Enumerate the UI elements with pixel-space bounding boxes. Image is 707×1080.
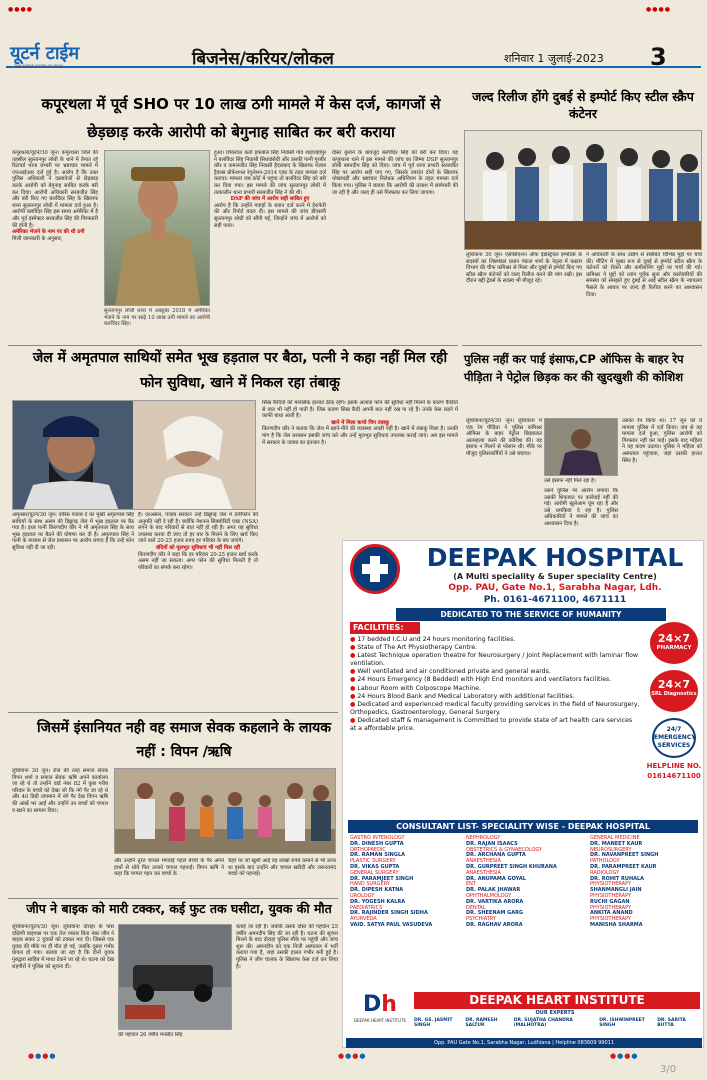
facility-item: ● 17 bedded I.C.U and 24 hours monitoring facilities. (350, 636, 640, 644)
corner-dots-top-left: ●●●● (8, 6, 33, 13)
article1-col3 (214, 150, 326, 342)
article5-col3: चेहरे पर जो खुशी आई वह लाखों रुपये कमाने से भी ऊपर था इसके बाद उन्होंने और चप्पल खरीदी और जरूरतमंद बच्चों को पहनाई। (228, 858, 336, 878)
consultant-dept: ANAESTHESIA (466, 858, 501, 865)
facilities-list (350, 636, 640, 816)
footer-dots-right: ●●●● (610, 1052, 639, 1060)
article3-col2-text: है। दरअसल, पंजाब सरकार उन्हें डिब्रूगढ़ जेल में टेलीफोन की अनुमति नहीं दे रही है। क्योंकि नेशनल सिक्योरिटी एक्ट (NSA) लगने के बाद परिवारों से बात नहीं हो रही है। अगर यह सुविधा उपलब्ध करवा दी जाए तो हर बार के मिलने के लिए खर्च किए जाने वाले 20-25 हजार रुपए हर परिवार के बच जाएंगे। (138, 512, 258, 545)
consultant-column (466, 836, 586, 988)
facility-item: ● 24 Hours Emergency (8 Bedded) with High End monitors and ventilators facilities. (350, 676, 640, 684)
heart-logo-mark: Dh (363, 992, 397, 1017)
article1-col1-end: मिली जानकारी के अनुसार, (12, 235, 63, 242)
consultant-dept: UROLOGY (350, 892, 375, 899)
consultant-doctor: DR. SHEENAM GARG (466, 910, 524, 917)
footer-dots-center: ●●●● (338, 1052, 367, 1060)
hospital-name: DEEPAK HOSPITAL (426, 543, 684, 572)
heart-experts-label: OUR EXPERTS (535, 1010, 575, 1016)
consultant-doctor: DR. RAJINDER SINGH SIDHA (350, 910, 428, 917)
article1-col3-end: आरोप है कि उन्होंने गवाहों के बयान दर्ज करने में हेराफेरी की और रिपोर्ट बदल दी। इस मामले की जांच डीएसपी सुल्तानपुर लोधी को सौंपी गई, जिन्होंने जांच में आरोपों को सही पाया। (214, 202, 326, 229)
issue-date: शनिवार 1 जुलाई-2023 (504, 52, 604, 65)
consultant-doctor: VAID. SATYA PAUL VASUDEVA (350, 921, 433, 928)
facility-item: ● 24 Hours Blood Bank and Medical Laboratory with additional facilities. (350, 693, 640, 701)
consultant-doctor: RUCHI GAGAN (590, 898, 630, 905)
hospital-logo (350, 544, 400, 594)
article4-photo-caption: उसे इंसाफ नहीं मिल रहा है। (544, 478, 596, 484)
consultant-dept: PAEDIATRICS (350, 904, 383, 911)
accident-illustration (119, 925, 232, 1030)
pharmacy-badge-bottom: PHARMACY (656, 645, 692, 651)
consultant-dept: PHYSIOTHERAPY (590, 881, 632, 888)
article6-col3: बताई जा रही है। जबकि उसके दोस्त की पहचान 25 वर्षीय अमनदीप सिंह की जा रही है। घटना की सूचना मिलने के बाद दोराहा पुलिस मौके पर पहुंची और जांच शुरू की। अमनदीप को एक निजी अस्पताल में भर्ती कराया गया है, जहां उसकी हालत गंभीर बनी हुई है। पुलिस ने जीप चालक के खिलाफ केस दर्ज कर लिया है। (236, 924, 338, 970)
consultant-doctor: SHANMANGLI JAIN (590, 887, 642, 894)
consultant-dept: GASTRO INTEROLOGY (350, 835, 405, 841)
divider-line (8, 898, 338, 899)
consultant-dept: GENERAL SURGERY (350, 869, 399, 876)
article1-photo-caption: सुल्तानपुर लोधी थाना में अक्टूबर 2018 में अमेरिका भेजने के नाम पर साढ़े 10 लाख ठगी मामले का आरोपी बलविंदर सिंह। (104, 308, 210, 328)
hospital-address: Opp. PAU, Gate No.1, Sarabha Nagar, Ldh. (448, 583, 662, 593)
consultant-dept: ANAESTHESIA (466, 869, 501, 876)
heart-institute-name: DEEPAK HEART INSTITUTE (414, 992, 700, 1009)
article6-photo-caption: की पहचान 26 वर्षीय मनप्रीत सिंह (118, 1032, 183, 1038)
page-number: 3 (650, 43, 667, 71)
article1-col1-subhead: अमेरिका भेजने के नाम पर की थी ठगी (12, 229, 85, 236)
consultant-doctor: DR. PALAK JHAWAR (466, 887, 521, 894)
consultant-dept: PHYSIOTHERAPY (590, 892, 632, 899)
article4-col1: लुधियाना/यूटर्न/30 जून। लुधियाना में एक रेप पीड़िता ने पुलिस कमिश्नर ऑफिस के बाहर पेट्रोल छिड़ककर आत्महत्या करने की कोशिश की। वह इंसाफ न मिलने से परेशान थी। मौके पर मौजूद पुलिसकर्मियों ने उसे बचाया। (466, 418, 542, 457)
article6-col1: लुधियाना/यूटर्न/30 जून। लुधियाना दोराहा के पास दक्षिणी बाइपास पर एक तेज रफ्तार बिना नंबर जीप ने बाइक सवार 2 युवकों को टक्कर मार दी। जिससे एक युवक की मौके पर ही मौत हो गई, जबकि दूसरा गंभीर घायल हो गया। बताया जा रहा है कि दोनों युवक गुरुद्वारा साहिब में माथा टेकने जा रहे थे। घटना को देख राहगीरों ने पुलिस को सूचना दी। (12, 924, 114, 970)
consultant-entry (590, 917, 700, 929)
consultant-entry (350, 917, 462, 929)
consultant-doctor: ANKITA ANAND (590, 910, 633, 917)
lab-badge-top: 24×7 (657, 678, 691, 691)
article4-col2: उसने पुलिस पर आरोप लगाया कि उसकी शिकायत पर कार्रवाई नहीं की गई। आरोपी खुलेआम घूम रहा है और उसे धमकियां दे रहा है। पुलिस अधिकारियों ने मामले की जांच का आश्वासन दिया है। (544, 488, 618, 527)
facility-item: ● Labour Room with Colposcope Machine. (350, 685, 640, 693)
hospital-phone: Ph. 0161-4671100, 4671111 (483, 595, 627, 605)
consultant-dept: PSYCHIATRY (466, 916, 496, 923)
consultant-entry (466, 871, 586, 883)
facility-item: ● Latest Technique operation theatre for Neurosurgery / Joint Replacement with laminar flow ventilation. (350, 652, 640, 668)
consultant-entry (466, 917, 586, 929)
article3-col2-end: किरणदीप कौर ने कहा कि हर परिवार 20-25 हजार खर्च करके असम नहीं जा सकता। अगर फोन की सुविधा मिलती है तो परिवारों का संपर्क बना रहेगा। (138, 551, 258, 571)
heart-logo-text: DEEPAK HEART INSTITUTE (353, 1018, 407, 1023)
article3-col2 (138, 512, 258, 708)
victim-illustration (545, 419, 618, 476)
article1-col1-text: कपूरथला/यूटर्न/30 जून। कपूरथला जिले की तहसील सुल्तानपुर लोधी के थाने में तैनात रहे रिटायर्ड थाना प्रभारी पर भ्रष्टाचार मामले में एफआईआर दर्ज हुई है। आरोप है कि उक्त पुलिस अधिकारी ने दस्तावेजों से छेड़छाड़ करके आरोपी को बेगुनाह साबित करके बरी कर दिया। आरोपी अधिकारी सरबजीत सिंह और बरी किए गए बलविंदर सिंह के खिलाफ थाना सुल्तानपुर लोधी में मामला दर्ज हुआ है। आरोपी बलविंदर सिंह इस समय अमेरिका में है और पूर्व इंस्पेक्टर सरबजीत सिंह की गिरफ्तारी की होनी है। (12, 150, 98, 229)
lab-badge (650, 670, 698, 712)
consultant-doctor: DR. PARAMJEET SINGH (350, 875, 414, 882)
consultant-column (350, 836, 462, 988)
heart-doctor: DR. SUJATHA CHANDRA (MALHOTRA) (513, 1018, 573, 1028)
article4-headline: पुलिस नहीं कर पाई इंसाफ,CP ऑफिस के बाहर रेप पीड़िता ने पेट्रोल छिड़क कर की खुदखुशी की कोशिश (464, 352, 684, 384)
consultant-dept: GENERAL MEDICINE (590, 835, 640, 841)
article5-headline: जिसमें इंसानियत नही वह समाज सेवक कहलाने के लायक नहीं : विपन /ऋषि (36, 720, 331, 760)
heart-doctor: DR. GS. JASMIT SINGH (414, 1018, 453, 1028)
emergency-badge: 24/7 EMERGENCY SERVICES (652, 718, 696, 758)
consultant-doctor: DR. RAMAN SINGLA (350, 852, 406, 859)
consultant-dept: PLASTIC SURGERY (350, 858, 396, 865)
article6-photo (118, 924, 232, 1030)
consultant-doctor: DR. MANEET KAUR (590, 840, 643, 847)
logo-text: यूटर्न टाईम (10, 43, 80, 64)
heart-doctors (414, 1018, 700, 1034)
consultant-dept: OPHTHALMOLOGY (466, 892, 512, 899)
consultant-title: CONSULTANT LIST- SPECIALITY WISE - DEEPAK HOSPITAL (348, 820, 698, 833)
article5-col1: लुधियाना 30 जून। रोज की तरह समाज सेवक विपन शर्मा व समाज सेवक ऋषि अपने कार्यालय जा रहे थे तो उन्होंने वार्ड नंबर 82 में कुछ गरीब परिवार के बच्चों को देखा जो कि नंगे पैर जा रहे थे और 40 डिग्री तापमान में नंगे पैर देख विपन ऋषि की आंखें भर आईं और उन्होंने उन बच्चों को चप्पल व खाने का सामान दिया। (12, 768, 108, 814)
consultant-dept: DENTAL (466, 904, 486, 911)
article3-photo (12, 400, 256, 510)
article3-col3-text: सिख कैदियों को मानसिक हालात ठीक रहेंगे। इसके अलावा फोन की सुविधा नहीं मिलने के कारण कैदियों से बात भी नहीं हो पाती है। जिस कारण सिख कैदी अपनी बात नहीं रख पा रहे हैं। उनके केस लड़ने में काफी बाधा आती है। (262, 400, 458, 420)
article6-headline: जीप ने बाइक को मारी टक्कर, कई फुट तक घसीटा, युवक की मौत (26, 901, 332, 916)
pharmacy-badge (650, 622, 698, 664)
article2-photo (464, 130, 702, 250)
consultant-dept: ENT (466, 881, 476, 888)
consultant-dept: RADIOLOGY (590, 869, 620, 876)
consultant-dept: AYURVEDA (350, 916, 377, 923)
consultant-dept: ORTHOPAEDIC (350, 846, 386, 853)
article2-col1: लुधियाना 30 जून। एसोसिएशन ऑफ इंडस्ट्रियल इम्पोर्टर्स के सदस्यों का शिष्टमंडल प्रधान पंकज शर्मा के नेतृत्व में कस्टम विभाग की चीफ कमिश्नर से मिला और दुबई से इम्पोर्ट किए गए स्टील स्क्रैप कंटेनरों को जल्द रिलीज करने की मांग रखी। इस दौरान बद्दी ट्रेडर्स के सदस्य भी मौजूद रहे। (466, 252, 582, 285)
consultant-doctor: MANISHA SHARMA (590, 921, 643, 928)
article2-headline: जल्द रिलीज होंगे दुबई से इम्पोर्ट किए स्टील स्क्रैप कंटेनर (472, 89, 694, 121)
consultant-doctor: DR. RAJAN ISAACS (466, 840, 518, 847)
article5-photo (114, 768, 336, 854)
consultant-doctor: DR. DINESH GUPTA (350, 840, 404, 847)
consultant-doctor: DR. RAGHAV ARORA (466, 921, 523, 928)
consultant-doctor: DR. NAVANPREET SINGH (590, 852, 659, 859)
consultant-dept: PHYSIOTHERAPY (590, 916, 632, 923)
article4-col3: उसका रेप किया था। 17 जून को ये मामला पुलिस में दर्ज किया। जब से यह मामला दर्ज हुआ, पुलिस आरोपी को गिरफ्तार नहीं कर पाई। इसके बाद महिला ने यह कदम उठाया। पुलिस ने महिला को अस्पताल पहुंचाया, जहां उसकी हालत स्थिर है। (622, 418, 702, 464)
article1-col3-text: हुआ। शिकायत कर्ता इकबाल सिंह निवासी गांव शाहजहांपुर ने बलविंदर सिंह निवासी सिधवांसेवी और उसकी पत्नी गुरबीर कौर व कमलजीत सिंह निवासी हैदराबाद के खिलाफ पंजाब ट्रैवल्स प्रोफेशनल रेगुलेशन-2014 एक्ट के तहत मामला दर्ज कराया। मामला जब कोर्ट में पहुंचा तो बलविंदर सिंह को बरी कर दिया गया। इस मामले की जांच सुल्तानपुर लोधी में तत्कालीन थाना प्रभारी सरबजीत सिंह ने की थी। (214, 150, 326, 196)
section-title: बिजनेस/करियर/लोकल (192, 49, 334, 69)
consultant-doctor: DR. YOGESH KALRA (350, 898, 406, 905)
article1-headline: कपूरथला में पूर्व SHO पर 10 लाख ठगी मामले में केस दर्ज, कागजों से छेड़छाड़ करके आरोपी को बेगुनाह साबित कर बरी कराया (41, 95, 441, 141)
logo-tagline: THE INSIDE STORY OF INDIA (14, 64, 64, 68)
facility-item: ● Dedicated and experienced medical faculty providing services in the field of Neurosurgery, Orthopedics, Gastroenterology, General Surgery. (350, 701, 640, 717)
consultant-doctor: DR. PARAMPREET KAUR (590, 863, 657, 870)
consultant-doctor: DR. ARCHANA GUPTA (466, 852, 526, 859)
helpline-label: HELPLINE NO. (646, 762, 702, 770)
facility-item: ● Dedicated staff & management is Committed to provide state of art health care services at a affordable price. (350, 717, 640, 733)
heart-doctor: DR. SARITA BUTTA (657, 1018, 686, 1028)
article4-photo (544, 418, 618, 476)
article1-photo (104, 150, 210, 306)
delegation-illustration (465, 131, 702, 250)
article2-col2: ने अधिकारी के साथ उद्योग से संबंधित विभिन्न मुद्दों पर चर्चा की। मीटिंग में मुख्य रूप से दुबई से इम्पोर्ट स्टील स्क्रैप के कंटेनरों को रोकने और कमीशनिंग मुद्दों पर चर्चा की गई। कमिश्नर ने मुद्दों को ध्यान पूर्वक सुना और कारोबारियों की समस्या को समझते हुए दुबई से आई स्टील स्क्रैप के न्यायलय फैसले के आधार पर जल्द ही रिलीज करने का आश्वासन दिया। (586, 252, 702, 298)
article1-col4: दोस्त बुलाने के बावजूद बलविंदर सिंह को बरी कर दिया। यह कपूरथला थाने में इस मामले की जांच का जिम्मा DSP सुल्तानपुर लोधी बबनदीप सिंह को दिया। जांच में पूर्व थाना प्रभारी सरबजीत सिंह पर आरोप सही पाए गए, जिसके उपरांत दोनों के खिलाफ धोखाधड़ी और भ्रष्टाचार निरोधक अधिनियम के तहत मामला दर्ज किया गया। पुलिस ने बताया कि आरोपी की तलाश में छापेमारी की जा रही है और जल्द ही उसे गिरफ्तार कर लिया जाएगा। (332, 150, 458, 196)
facility-item: ● Well ventilated and air conditioned private and general wards. (350, 668, 640, 676)
footer-page-marker: 3/0 (660, 1064, 677, 1075)
article1-col3-subhead: DSP की जांच में आरोप सही साबित हुए (230, 196, 310, 203)
hospital-dedicated: DEDICATED TO THE SERVICE OF HUMANITY (396, 608, 666, 621)
facility-item: ● State of The Art Physiotherapy Centre. (350, 644, 640, 652)
consultant-doctor: DR. GURPREET SINGH KHURANA (466, 863, 557, 870)
consultant-dept: NEPHROLOGY (466, 835, 501, 841)
consultant-doctor: DR. ANUPAMA GOYAL (466, 875, 526, 882)
consultant-doctor: DR. DIPESH KATNA (350, 887, 404, 894)
article5-col2: और उन्होंने तुरंत चप्पल मंगवाई पहले बच्चों के पैर अपने हाथों से धोये फिर उनको चप्पल पहनाई। विपन ऋषि ने कहा कि चप्पल पहन कर बच्चों के (114, 858, 224, 878)
helpline-number: 01614671100 (647, 772, 701, 780)
masthead-logo (10, 44, 160, 68)
hospital-tagline: (A Multi speciality & Super speciality Centre) (453, 572, 657, 581)
lab-badge-bottom: SRL Diagnostics (651, 691, 697, 697)
children-illustration (115, 769, 336, 854)
article3-headline: जेल में अमृतपाल साथियों समेत भूख हड़ताल पर बैठा, पत्नी ने कहा नहीं मिल रही फोन सुविधा, खाने में निकल रहा तंबाकू (32, 350, 448, 391)
heart-doctor: DR. RAMESH SALTUR (465, 1018, 498, 1028)
consultant-dept: PHYSIOTHERAPY (590, 904, 632, 911)
consultant-dept: PATHOLOGY (590, 858, 620, 865)
heart-logo (350, 992, 410, 1038)
corner-dots-top-right: ●●●● (646, 6, 671, 13)
facilities-title: FACILITIES: (350, 622, 420, 634)
amritpal-illustration (13, 401, 256, 510)
consultant-doctor: DR. ROHIT RUHALA (590, 875, 645, 882)
article3-col3-end: किरणदीप कौर ने बताया कि जेल में खाने-पीने की व्यवस्था अच्छी नहीं है। खाने में तंबाकू मिला है। उनकी मांग है कि जेल प्रशासन इसकी जांच करे और उन्हें मूलभूत सुविधाएं उपलब्ध कराई जाएं। अब इस मामले में सरकार के जवाब का इंतजार है। (262, 426, 458, 446)
footer-dots-left: ●●●● (28, 1052, 57, 1060)
divider-line (462, 345, 702, 346)
heart-doctor: DR. ISHWINPREET SINGH (599, 1018, 645, 1028)
article3-col3-subhead: खाने में मिला कच्चे चिप तंबाकू (331, 419, 389, 426)
consultant-dept: HAND SURGERY (350, 881, 390, 888)
heart-footer: Opp. PAU Gate No.1, Sarabha Nagar, Ludhiana | Helpline 083609 99011 (346, 1038, 702, 1048)
consultant-column (590, 836, 700, 988)
article1-col1 (12, 150, 98, 342)
article3-col1: अमृतसर/यूटर्न/30 जून। वारिस पंजाब दे का मुखी अमृतपाल सिंह साथियों के साथ असम की डिब्रूगढ़ जेल में भूख हड़ताल पर बैठ गया है। इधर पत्नी किरणदीप कौर ने भी अमृतपाल सिंह के साथ भूख हड़ताल पर बैठने की घोषणा कर दी है। अमृतपाल सिंह ने पत्नी के माध्यम से जेल प्रशासन पर आरोप लगाए हैं कि उन्हें फोन सुविधा नहीं दी जा रही। (12, 512, 134, 551)
consultant-doctor: DR. VARTIKA ARORA (466, 898, 524, 905)
article3-col2-subhead: बंदियों को मूलभूत सुविधाएं भी नहीं मिल रहीं (156, 544, 240, 551)
cross-icon-bar (362, 564, 388, 574)
consultant-doctor: DR. VIKAS GUPTA (350, 863, 400, 870)
policeman-illustration (105, 151, 210, 306)
consultant-dept: OBSTETRICS & GYNAECOLOGY (466, 846, 543, 853)
divider-line (8, 712, 338, 713)
consultant-dept: NEUROSURGERY (590, 846, 632, 853)
pharmacy-badge-top: 24×7 (657, 632, 691, 645)
